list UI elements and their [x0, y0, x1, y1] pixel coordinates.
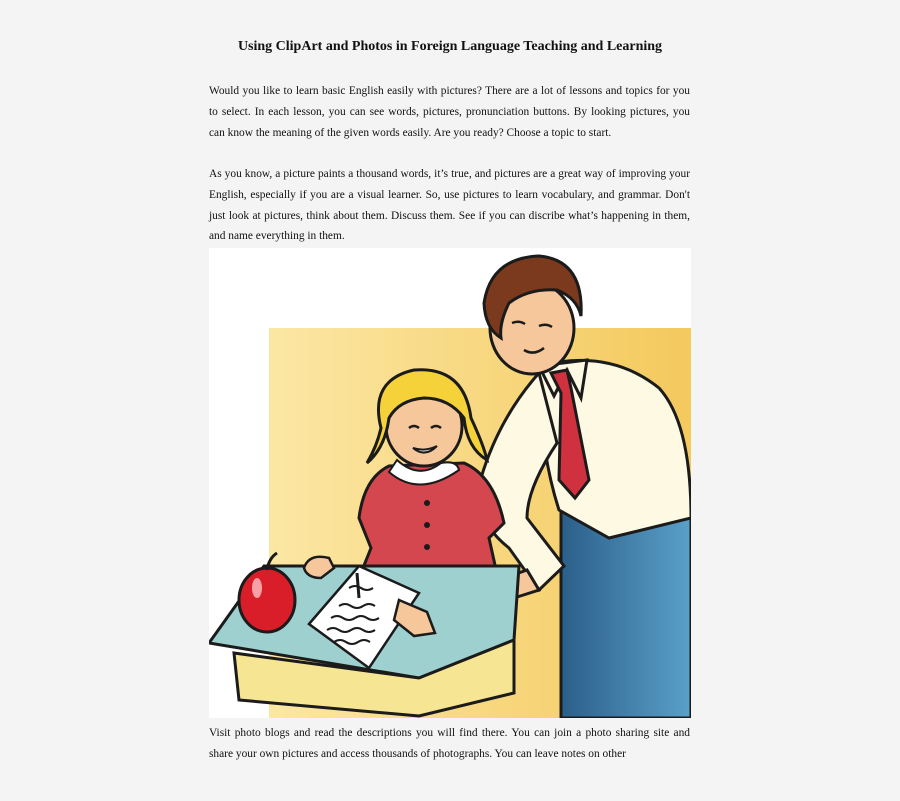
paragraph-pictures: As you know, a picture paints a thousand words, it’s true, and pictures are a great way of improving your English, especially if you are a visual learner. So, use pictures to learn vocabulary, and grammar. Don't just look at pictures, think about them. Discuss them. See if you can discribe what’s happening in them, and name everything in them. [209, 168, 690, 243]
paragraph-photo-blogs: Visit photo blogs and read the descriptions you will find there. You can join a photo sharing site and share your own pictures and access thousands of photographs. You can leave notes on other [209, 727, 690, 760]
paragraph-intro: Would you like to learn basic English easily with pictures? There are a lot of lessons and topics for you to select. In each lesson, you can see words, pictures, pronunciation buttons. By looking pictures, you can know the meaning of the given words easily. Are you ready? Choose a topic to start. [209, 85, 690, 139]
clipart-svg [209, 248, 691, 718]
teacher-student-illustration [209, 248, 691, 718]
apple-icon [239, 568, 295, 632]
document-title: Using ClipArt and Photos in Foreign Language Teaching and Learning [237, 39, 663, 54]
